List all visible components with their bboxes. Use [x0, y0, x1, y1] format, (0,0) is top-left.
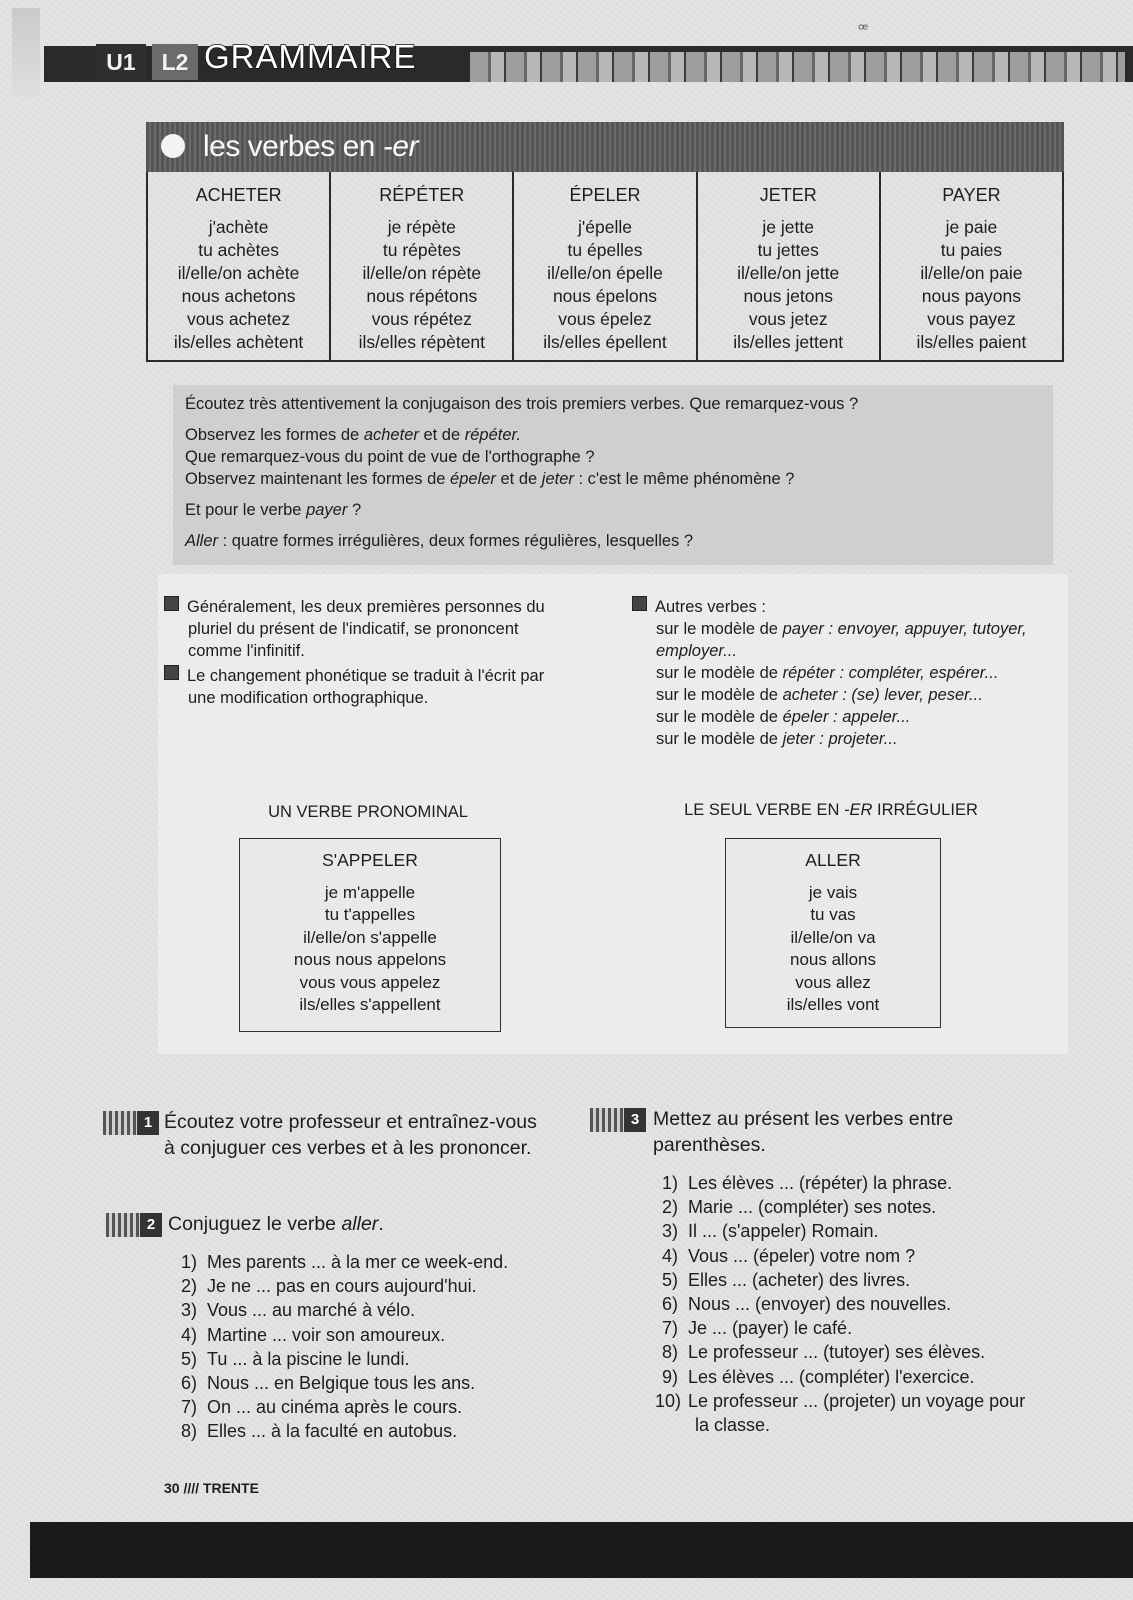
verb-name: S'APPELER — [322, 850, 418, 870]
exercise-item: 4) Vous ... (épeler) votre nom ? — [662, 1245, 916, 1266]
verb-form: il/elle/on s'appelle — [303, 927, 437, 947]
verb-form: nous allons — [789, 950, 876, 969]
footer-bar — [30, 1522, 1133, 1578]
exercise-item: 6) Nous ... en Belgique tous les ans. — [181, 1373, 476, 1394]
verb-form: vous répétez — [371, 309, 472, 329]
verb-form: ils/elles vont — [786, 995, 880, 1014]
exercise-item: 8) Elles ... à la faculté en autobus. — [181, 1421, 458, 1442]
verb-form: ils/elles paient — [916, 332, 1027, 352]
verb-form: il/elle/on paie — [920, 263, 1023, 283]
instruction-line: Mettez au présent les verbes entre — [653, 1108, 954, 1130]
note-line: Autres verbes : — [632, 598, 766, 616]
verb-form: vous épelez — [558, 309, 652, 329]
verb-conjugation-table — [146, 172, 1064, 362]
pronominal-heading: UN VERBE PRONOMINAL — [268, 803, 468, 821]
verb-form: nous épelons — [552, 286, 658, 306]
verb-form: nous payons — [921, 286, 1022, 306]
verb-column-acheter — [148, 172, 331, 360]
verb-column-repeter — [331, 172, 514, 360]
note-line: Le changement phonétique se traduit à l'écrit par — [164, 667, 544, 685]
page-number: 30 //// TRENTE — [164, 1480, 259, 1496]
verb-name: ACHETER — [195, 185, 282, 205]
exercise-item: 4) Martine ... voir son amoureux. — [181, 1324, 446, 1345]
instruction-line: Écoutez votre professeur et entraînez-vous — [164, 1111, 537, 1133]
verb-form: tu paies — [940, 240, 1003, 260]
scan-edge-mark — [12, 8, 40, 98]
verb-form: vous payez — [927, 309, 1016, 329]
verb-form: vous allez — [795, 972, 871, 992]
verb-name: ÉPELER — [569, 185, 641, 205]
exercise-item: 2) Marie ... (compléter) ses notes. — [662, 1197, 937, 1218]
exercise-item: 3) Il ... (s'appeler) Romain. — [662, 1221, 879, 1242]
note-line: sur le modèle de payer : envoyer, appuyer, tutoyer, — [656, 620, 1027, 638]
note-other-verbs — [632, 596, 1027, 750]
lesson-badge: L2 — [152, 44, 198, 80]
exercise-item: 9) Les élèves ... (compléter) l'exercice. — [662, 1366, 975, 1387]
verb-form: il/elle/on va — [790, 927, 876, 947]
exercise-1-instructions — [164, 1109, 537, 1161]
verb-form: je jette — [762, 217, 814, 237]
pencil-mark: ꟹ — [858, 20, 869, 39]
verb-form: tu épelles — [567, 240, 643, 260]
exercise-number-badge: 2 — [106, 1213, 162, 1237]
header-title: GRAMMAIRE — [204, 38, 417, 75]
square-bullet-icon — [164, 596, 179, 611]
verb-form: tu vas — [810, 905, 856, 924]
exercise-item: 6) Nous ... (envoyer) des nouvelles. — [662, 1294, 952, 1315]
instruction-line: parenthèses. — [653, 1134, 766, 1156]
note-line: employer... — [656, 642, 738, 660]
question-line: Aller : quatre formes irrégulières, deux formes régulières, lesquelles ? — [185, 532, 694, 550]
questions-box — [173, 385, 1053, 565]
question-line: Observez les formes de acheter et de répéter. — [185, 426, 522, 444]
verb-form: il/elle/on répète — [362, 263, 482, 283]
exercise-item: 7) Je ... (payer) le café. — [662, 1318, 853, 1339]
unit-badge: U1 — [96, 44, 146, 80]
verb-name: ALLER — [805, 850, 861, 870]
exercise-number-badge: 1 — [103, 1111, 159, 1135]
exercise-item: 1) Les élèves ... (répéter) la phrase. — [662, 1173, 953, 1193]
exercise-item: 1) Mes parents ... à la mer ce week-end. — [181, 1252, 509, 1272]
exercise-2-title: Conjuguez le verbe aller. — [168, 1213, 384, 1235]
verb-form: tu t'appelles — [324, 905, 416, 924]
verb-form: vous vous appelez — [299, 972, 441, 992]
exercise-item: 5) Tu ... à la piscine le lundi. — [181, 1348, 410, 1369]
square-bullet-icon — [164, 665, 179, 680]
exercise-item: 10) Le professeur ... (projeter) un voyage pour la classe. — [655, 1390, 1026, 1436]
verb-form: nous répétons — [366, 286, 478, 306]
verb-column-payer — [881, 172, 1062, 360]
exercise-3-instructions — [653, 1106, 953, 1158]
verb-form: nous achetons — [181, 286, 296, 306]
verb-form: j'épelle — [578, 217, 632, 237]
verb-form: il/elle/on jette — [737, 263, 840, 283]
verb-form: vous achetez — [187, 309, 291, 329]
section-title: les verbes en -er — [203, 130, 418, 163]
exercise-item: 3) Vous ... au marché à vélo. — [181, 1300, 416, 1321]
bullet-icon — [161, 134, 185, 158]
verb-form: tu achètes — [198, 240, 279, 260]
verb-form: j'achète — [208, 217, 269, 237]
note-line: sur le modèle de répéter : compléter, espérer... — [656, 664, 999, 682]
verb-form: nous nous appelons — [293, 950, 447, 969]
verb-form: nous jetons — [743, 286, 833, 306]
exercise-item: 2) Je ne ... pas en cours aujourd'hui. — [181, 1276, 477, 1297]
note-line: sur le modèle de épeler : appeler... — [656, 708, 911, 726]
instruction-line: à conjuguer ces verbes et à les prononcer. — [164, 1137, 532, 1159]
verb-form: tu répètes — [382, 240, 461, 260]
note-spelling — [164, 665, 544, 709]
exercise-item: 7) On ... au cinéma après le cours. — [181, 1397, 463, 1418]
question-line: Que remarquez-vous du point de vue de l'orthographe ? — [185, 448, 595, 466]
note-line: une modification orthographique. — [188, 689, 429, 707]
exercise-item: 8) Le professeur ... (tutoyer) ses élèves. — [662, 1342, 986, 1363]
verb-column-epeler — [514, 172, 697, 360]
verb-form: il/elle/on épelle — [547, 263, 663, 283]
note-line: pluriel du présent de l'indicatif, se prononcent — [188, 620, 519, 638]
note-line: sur le modèle de jeter : projeter... — [656, 730, 898, 748]
aller-box — [725, 838, 941, 1028]
verb-form: ils/elles épellent — [543, 332, 667, 352]
header-pattern-strip — [470, 52, 1125, 82]
question-line: Et pour le verbe payer ? — [185, 501, 362, 519]
verb-form: ils/elles répètent — [358, 332, 486, 352]
note-line: sur le modèle de acheter : (se) lever, peser... — [656, 686, 983, 704]
verb-name: PAYER — [942, 185, 1001, 205]
note-pronunciation — [164, 596, 545, 662]
verb-name: JETER — [759, 185, 817, 205]
square-bullet-icon — [632, 596, 647, 611]
verb-form: ils/elles achètent — [173, 332, 304, 352]
exercise-3-list — [655, 1171, 1026, 1437]
verb-form: ils/elles s'appellent — [299, 995, 441, 1014]
verb-form: je paie — [945, 217, 998, 237]
verb-form: je répète — [387, 217, 456, 237]
sappeler-box — [239, 838, 501, 1032]
note-line: comme l'infinitif. — [188, 642, 305, 660]
verb-form: tu jettes — [757, 240, 819, 260]
question-line: Observez maintenant les formes de épeler et de jeter : c'est le même phénomène ? — [185, 470, 795, 488]
note-line: Généralement, les deux premières personnes du — [164, 598, 545, 616]
question-line: Écoutez très attentivement la conjugaison des trois premiers verbes. Que remarquez-vous ? — [185, 395, 859, 413]
verb-form: je vais — [808, 882, 858, 902]
exercise-item: 5) Elles ... (acheter) des livres. — [662, 1269, 911, 1290]
verb-form: il/elle/on achète — [177, 263, 300, 283]
exercise-number-badge: 3 — [590, 1108, 646, 1132]
exercise-2-list — [181, 1250, 508, 1444]
irregular-heading: LE SEUL VERBE EN -ER IRRÉGULIER — [684, 801, 978, 819]
verb-column-jeter — [698, 172, 881, 360]
verb-form: vous jetez — [748, 309, 828, 329]
verb-form: ils/elles jettent — [733, 332, 844, 352]
verb-form: je m'appelle — [324, 882, 416, 902]
verb-name: RÉPÉTER — [379, 185, 465, 205]
